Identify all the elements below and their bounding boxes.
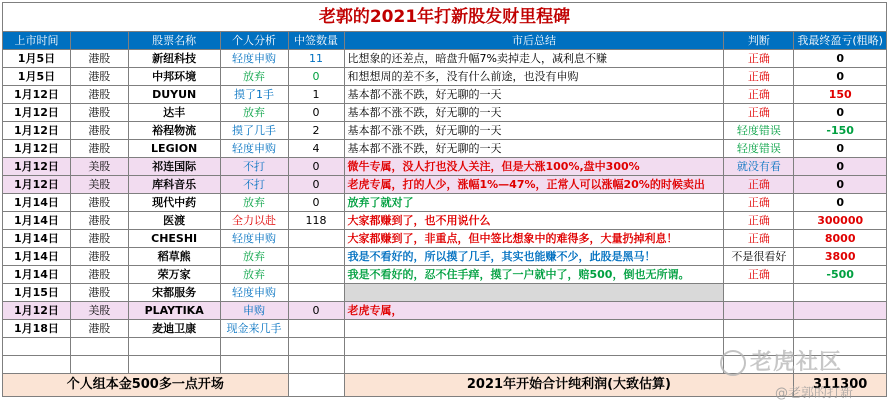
row-pl[interactable] [794, 320, 887, 338]
row-summary[interactable] [344, 284, 724, 302]
row-pl[interactable] [794, 284, 887, 302]
row-analysis[interactable]: 放弃 [220, 104, 288, 122]
row-summary[interactable]: 微牛专属，没人打也没人关注，但是大涨100%,盘中300% [344, 158, 724, 176]
watermark-brand: 老虎社区 [720, 345, 842, 376]
row-qty[interactable] [288, 284, 344, 302]
tiger-logo-icon [720, 350, 746, 376]
row-name[interactable]: 稻草熊 [128, 248, 220, 266]
row-pl[interactable]: 0 [794, 140, 887, 158]
table-row [3, 194, 887, 212]
row-date[interactable]: 1月18日 [3, 320, 71, 338]
row-market[interactable]: 港股 [70, 140, 128, 158]
row-pl[interactable]: 8000 [794, 230, 887, 248]
row-qty[interactable]: 0 [288, 68, 344, 86]
row-pl[interactable]: 0 [794, 176, 887, 194]
empty-cell[interactable] [288, 356, 344, 374]
row-pl[interactable]: 3800 [794, 248, 887, 266]
row-pl[interactable]: 0 [794, 104, 887, 122]
row-judge[interactable] [724, 302, 794, 320]
row-summary[interactable]: 我是不看好的，所以摸了几手，其实也能赚不少，此股是黑马！ [344, 248, 724, 266]
footer-total-value: 311300 [794, 374, 887, 397]
table-row [3, 248, 887, 266]
ipo-table [2, 2, 887, 397]
row-analysis[interactable]: 不打 [220, 158, 288, 176]
empty-cell[interactable] [344, 338, 724, 356]
row-name[interactable]: PLAYTIKA [128, 302, 220, 320]
row-judge[interactable]: 正确 [724, 266, 794, 284]
row-qty[interactable] [288, 230, 344, 248]
row-date[interactable]: 1月12日 [3, 122, 71, 140]
row-summary[interactable]: 老虎专属， [344, 302, 724, 320]
row-qty[interactable]: 0 [288, 302, 344, 320]
row-pl[interactable]: 300000 [794, 212, 887, 230]
row-name[interactable]: 麦迪卫康 [128, 320, 220, 338]
footer-capital: 个人组本金500多一点开场 [3, 374, 289, 397]
row-analysis[interactable]: 放弃 [220, 68, 288, 86]
row-judge[interactable]: 正确 [724, 230, 794, 248]
footer-row [3, 374, 887, 397]
sheet-title: 老郭的2021年打新股发财里程碑 [3, 3, 887, 32]
header-judge: 判断 [724, 32, 794, 50]
table-row [3, 50, 887, 68]
row-analysis[interactable]: 轻度申购 [220, 50, 288, 68]
row-qty[interactable] [288, 266, 344, 284]
empty-cell[interactable] [3, 356, 71, 374]
row-analysis[interactable]: 申购 [220, 302, 288, 320]
row-judge[interactable]: 轻度错误 [724, 122, 794, 140]
row-date[interactable]: 1月12日 [3, 158, 71, 176]
empty-cell[interactable] [70, 338, 128, 356]
empty-cell[interactable] [3, 338, 71, 356]
table-row [3, 122, 887, 140]
row-qty[interactable] [288, 248, 344, 266]
row-analysis[interactable]: 放弃 [220, 194, 288, 212]
watermark-user: @老郭的打新 [775, 386, 854, 401]
row-judge[interactable]: 轻度错误 [724, 140, 794, 158]
header-market [70, 32, 128, 50]
empty-cell[interactable] [344, 356, 724, 374]
row-pl[interactable]: 0 [794, 68, 887, 86]
row-analysis[interactable]: 不打 [220, 176, 288, 194]
row-pl[interactable] [794, 302, 887, 320]
row-market[interactable]: 港股 [70, 230, 128, 248]
row-date[interactable]: 1月5日 [3, 68, 71, 86]
row-date[interactable]: 1月14日 [3, 266, 71, 284]
row-analysis[interactable]: 放弃 [220, 248, 288, 266]
row-judge[interactable]: 正确 [724, 68, 794, 86]
row-summary[interactable]: 我是不看好的，忍不住手痒，摸了一户就中了，赔500，倒也无所谓。 [344, 266, 724, 284]
row-judge[interactable] [724, 284, 794, 302]
row-market[interactable]: 美股 [70, 176, 128, 194]
row-qty[interactable]: 118 [288, 212, 344, 230]
empty-cell[interactable] [70, 356, 128, 374]
row-name[interactable]: 荣万家 [128, 266, 220, 284]
row-summary[interactable]: 基本都不涨不跌，好无聊的一天 [344, 86, 724, 104]
row-market[interactable]: 港股 [70, 86, 128, 104]
row-judge[interactable]: 正确 [724, 104, 794, 122]
table-row [3, 212, 887, 230]
row-pl[interactable]: -150 [794, 122, 887, 140]
row-market[interactable]: 美股 [70, 158, 128, 176]
row-judge[interactable]: 正确 [724, 86, 794, 104]
table-row [3, 158, 887, 176]
row-name[interactable]: 裕程物流 [128, 122, 220, 140]
row-market[interactable]: 港股 [70, 50, 128, 68]
row-name[interactable]: 达丰 [128, 104, 220, 122]
row-analysis[interactable]: 放弃 [220, 266, 288, 284]
header-summary: 市后总结 [344, 32, 724, 50]
row-analysis[interactable]: 轻度申购 [220, 230, 288, 248]
spreadsheet [2, 2, 887, 397]
row-summary[interactable]: 比想象的还差点，暗盘升幅7%卖掉走人，减利息不赚 [344, 50, 724, 68]
table-row [3, 176, 887, 194]
row-judge[interactable] [724, 320, 794, 338]
table-row [3, 68, 887, 86]
row-summary[interactable]: 基本都不涨不跌，好无聊的一天 [344, 140, 724, 158]
row-date[interactable]: 1月12日 [3, 140, 71, 158]
row-name[interactable]: 新纽科技 [128, 50, 220, 68]
row-judge[interactable]: 就没有看 [724, 158, 794, 176]
table-row [3, 230, 887, 248]
row-pl[interactable]: 0 [794, 158, 887, 176]
table-row [3, 86, 887, 104]
row-pl[interactable]: 0 [794, 194, 887, 212]
footer-total-label: 2021年开始合计纯利润(大致估算) [344, 374, 794, 397]
footer-spacer [288, 374, 344, 397]
empty-cell[interactable] [128, 338, 220, 356]
row-judge[interactable]: 不是很看好 [724, 248, 794, 266]
row-market[interactable]: 港股 [70, 212, 128, 230]
row-date[interactable]: 1月5日 [3, 50, 71, 68]
row-market[interactable]: 港股 [70, 248, 128, 266]
empty-cell[interactable] [220, 356, 288, 374]
row-market[interactable]: 港股 [70, 266, 128, 284]
row-name[interactable]: 宋都服务 [128, 284, 220, 302]
row-summary[interactable]: 基本都不涨不跌，好无聊的一天 [344, 122, 724, 140]
row-judge[interactable]: 正确 [724, 176, 794, 194]
row-qty[interactable]: 0 [288, 194, 344, 212]
row-name[interactable]: CHESHI [128, 230, 220, 248]
row-name[interactable]: LEGION [128, 140, 220, 158]
row-summary[interactable]: 老虎专属，打的人少，涨幅1%—47%，正常人可以涨幅20%的时候卖出 [344, 176, 724, 194]
row-name[interactable]: 祁连国际 [128, 158, 220, 176]
row-date[interactable]: 1月15日 [3, 284, 71, 302]
row-name[interactable]: 库科音乐 [128, 176, 220, 194]
row-analysis[interactable]: 现金来几手 [220, 320, 288, 338]
row-date[interactable]: 1月12日 [3, 176, 71, 194]
row-market[interactable]: 港股 [70, 104, 128, 122]
header-qty: 中签数量 [288, 32, 344, 50]
row-market[interactable]: 港股 [70, 122, 128, 140]
row-analysis[interactable]: 摸了1手 [220, 86, 288, 104]
row-judge[interactable]: 正确 [724, 212, 794, 230]
row-market[interactable]: 港股 [70, 284, 128, 302]
row-date[interactable]: 1月14日 [3, 212, 71, 230]
row-qty[interactable]: 1 [288, 86, 344, 104]
row-name[interactable]: 现代中药 [128, 194, 220, 212]
row-qty[interactable]: 0 [288, 104, 344, 122]
empty-cell[interactable] [288, 338, 344, 356]
row-market[interactable]: 美股 [70, 302, 128, 320]
row-market[interactable]: 港股 [70, 68, 128, 86]
header-name: 股票名称 [128, 32, 220, 50]
row-pl[interactable]: 150 [794, 86, 887, 104]
row-summary[interactable]: 和想想周的差不多，没有什么前途，也没有申购 [344, 68, 724, 86]
table-row [3, 140, 887, 158]
row-qty[interactable]: 4 [288, 140, 344, 158]
row-pl[interactable]: -500 [794, 266, 887, 284]
row-market[interactable]: 港股 [70, 194, 128, 212]
table-row [3, 302, 887, 320]
row-qty[interactable] [288, 320, 344, 338]
row-summary[interactable] [344, 320, 724, 338]
row-summary[interactable]: 大家都赚到了，也不用说什么 [344, 212, 724, 230]
row-summary[interactable]: 基本都不涨不跌，好无聊的一天 [344, 104, 724, 122]
row-pl[interactable]: 0 [794, 50, 887, 68]
row-qty[interactable]: 2 [288, 122, 344, 140]
row-date[interactable]: 1月14日 [3, 248, 71, 266]
row-date[interactable]: 1月14日 [3, 194, 71, 212]
table-row [3, 104, 887, 122]
row-date[interactable]: 1月12日 [3, 86, 71, 104]
row-judge[interactable]: 正确 [724, 50, 794, 68]
row-analysis[interactable]: 摸了几手 [220, 122, 288, 140]
row-qty[interactable]: 0 [288, 176, 344, 194]
header-analysis: 个人分析 [220, 32, 288, 50]
header-pl: 我最终盈亏(粗略) [794, 32, 887, 50]
table-row [3, 284, 887, 302]
row-date[interactable]: 1月12日 [3, 302, 71, 320]
empty-cell[interactable] [128, 356, 220, 374]
table-row [3, 320, 887, 338]
row-summary[interactable]: 大家都赚到了，非重点，但中签比想象中的难得多，大量扔掉利息！ [344, 230, 724, 248]
row-analysis[interactable]: 轻度申购 [220, 140, 288, 158]
row-judge[interactable]: 正确 [724, 194, 794, 212]
row-analysis[interactable]: 全力以赴 [220, 212, 288, 230]
row-name[interactable]: 中邦环境 [128, 68, 220, 86]
row-market[interactable]: 港股 [70, 320, 128, 338]
row-date[interactable]: 1月12日 [3, 104, 71, 122]
row-name[interactable]: DUYUN [128, 86, 220, 104]
empty-cell[interactable] [220, 338, 288, 356]
header-date: 上市时间 [3, 32, 71, 50]
row-name[interactable]: 医渡 [128, 212, 220, 230]
row-summary[interactable]: 放弃了就对了 [344, 194, 724, 212]
row-date[interactable]: 1月14日 [3, 230, 71, 248]
row-analysis[interactable]: 轻度申购 [220, 284, 288, 302]
table-row [3, 266, 887, 284]
row-qty[interactable]: 0 [288, 158, 344, 176]
row-qty[interactable]: 11 [288, 50, 344, 68]
